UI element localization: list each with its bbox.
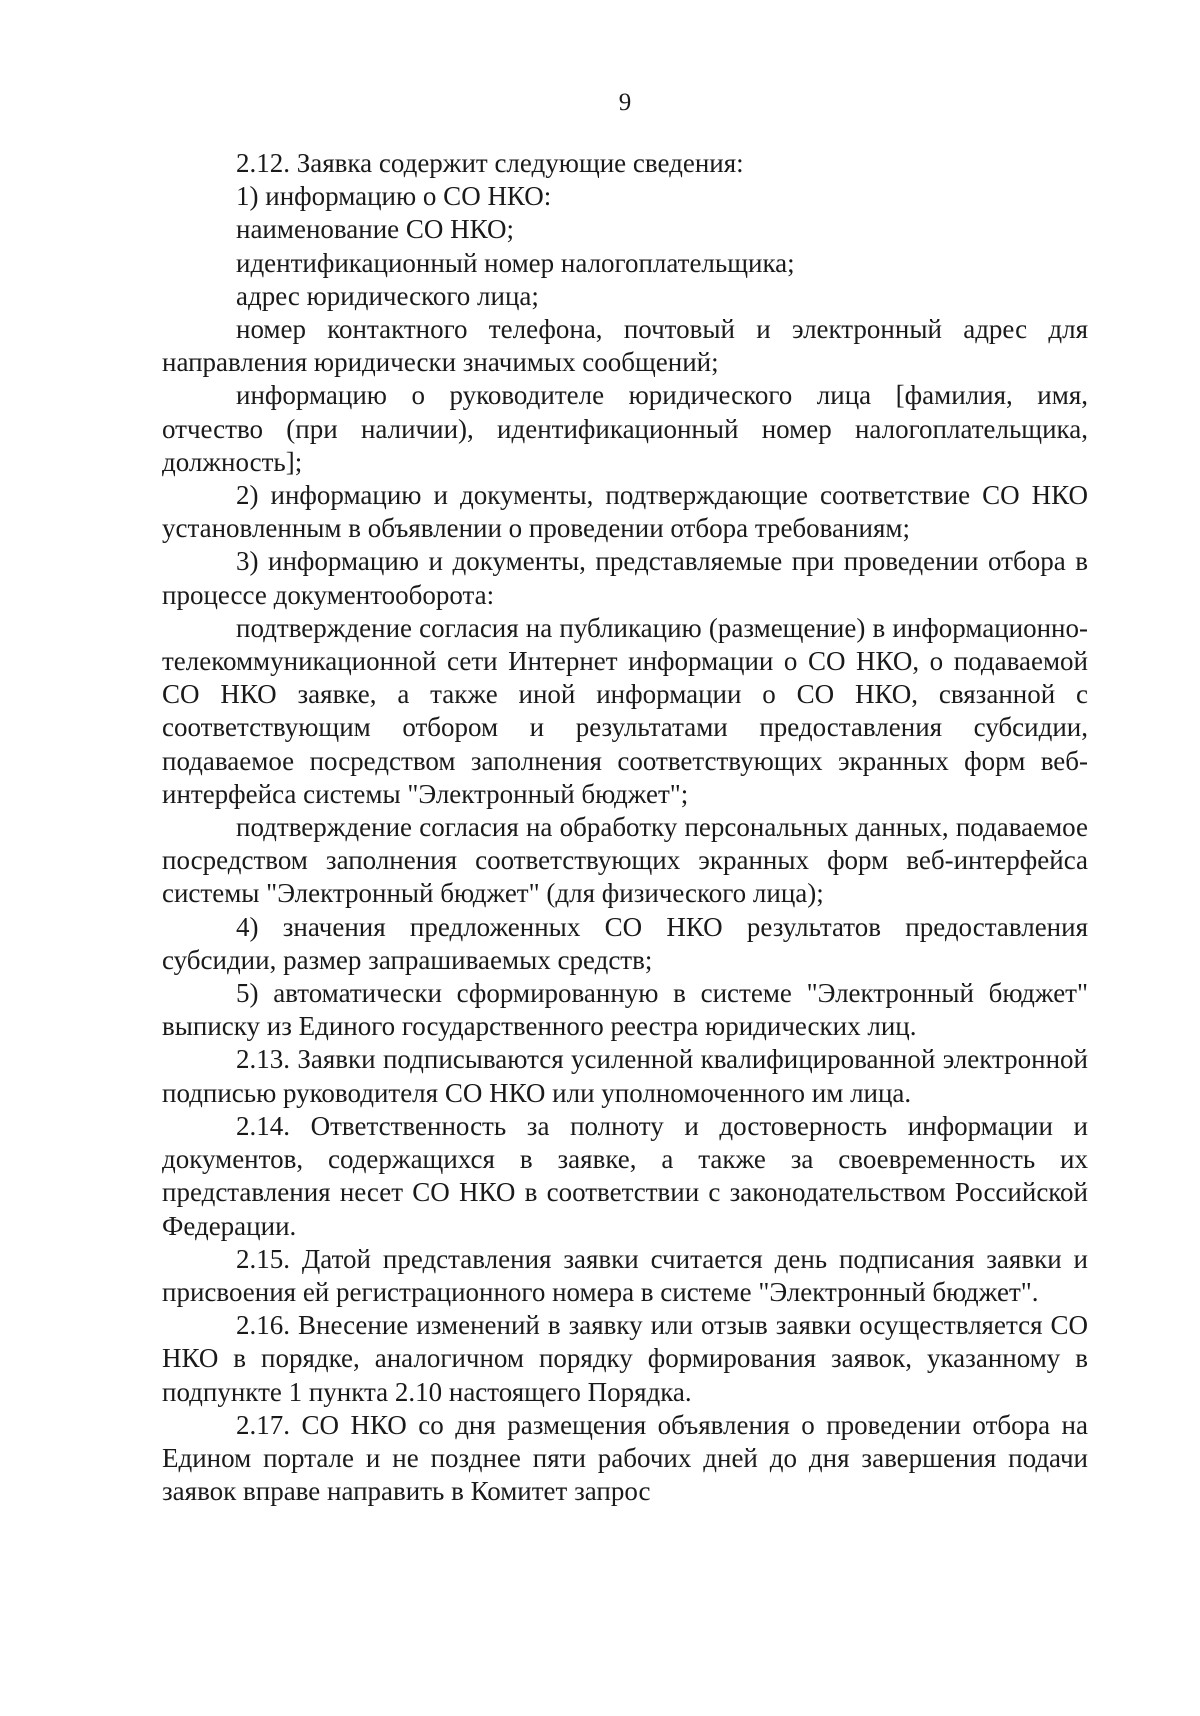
paragraph-2-14: 2.14. Ответственность за полноту и достоверность информации и документов, содержащихся в заявке, а также за своевременность их представления несет СО НКО в соответствии с законодательством Российской Федерации. [162, 1110, 1088, 1241]
paragraph-personal-data-consent: подтверждение согласия на обработку персональных данных, подаваемое посредством заполнения соответствующих экранных форм веб-интерфейса системы "Электронный бюджет" (для физического лица); [162, 812, 1088, 909]
paragraph-item-1: 1) информацию о СО НКО: [236, 181, 552, 212]
paragraph-item-2: 2) информацию и документы, подтверждающие соответствие СО НКО установленным в объявлении о проведении отбора требованиям; [162, 480, 1088, 544]
paragraph-2-15: 2.15. Датой представления заявки считается день подписания заявки и присвоения ей регистрационного номера в системе "Электронный бюджет". [162, 1243, 1088, 1307]
paragraph-contacts: номер контактного телефона, почтовый и электронный адрес для направления юридически значимых сообщений; [162, 314, 1088, 378]
paragraph-2-13: 2.13. Заявки подписываются усиленной квалифицированной электронной подписью руководителя СО НКО или уполномоченного им лица. [162, 1044, 1088, 1108]
paragraph-2-12: 2.12. Заявка содержит следующие сведения: [236, 148, 744, 178]
paragraph-tax-id: идентификационный номер налогоплательщика; [236, 247, 795, 278]
paragraph-head-info: информацию о руководителе юридического лица [фамилия, имя, отчество (при наличии), идентификационный номер налогоплательщика, должность]; [162, 380, 1088, 477]
paragraph-2-16: 2.16. Внесение изменений в заявку или отзыв заявки осуществляется СО НКО в порядке, аналогичном порядку формирования заявок, указанному в подпункте 1 пункта 2.10 настоящего Порядка. [162, 1310, 1088, 1407]
document-body [162, 147, 1088, 1508]
paragraph-item-3: 3) информацию и документы, представляемые при проведении отбора в процессе документооборота: [162, 546, 1088, 610]
paragraph-2-17: 2.17. СО НКО со дня размещения объявления о проведении отбора на Едином портале и не позднее пяти рабочих дней до дня завершения подачи заявок вправе направить в Комитет запрос [162, 1409, 1088, 1507]
paragraph-item-5: 5) автоматически сформированную в системе "Электронный бюджет" выписку из Единого государственного реестра юридических лиц. [162, 978, 1088, 1042]
paragraph-org-name: наименование СО НКО; [236, 214, 515, 245]
paragraph-legal-address: адрес юридического лица; [236, 280, 539, 311]
page-number: 9 [618, 89, 632, 116]
paragraph-item-4: 4) значения предложенных СО НКО результатов предоставления субсидии, размер запрашиваемых средств; [162, 911, 1088, 975]
paragraph-publication-consent: подтверждение согласия на публикацию (размещение) в информационно-телекоммуникационной сети Интернет информации о СО НКО, о подаваемой СО НКО заявке, а также иной информации о СО НКО, связанной с соответствующим отбором и результатами предоставления субсидии, подаваемое посредством заполнения соответствующих экранных форм веб-интерфейса системы "Электронный бюджет"; [162, 612, 1088, 809]
